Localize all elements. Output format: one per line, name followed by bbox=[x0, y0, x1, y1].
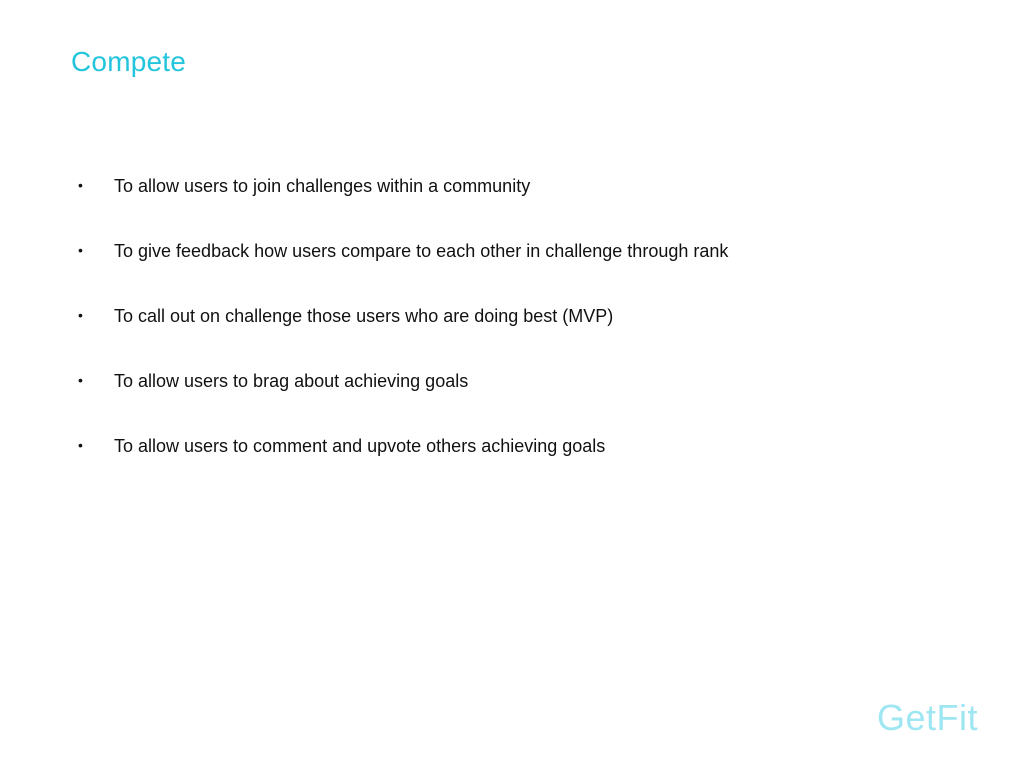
bullet-item bbox=[76, 367, 728, 432]
slide-title: Compete bbox=[71, 46, 187, 77]
bullet-icon: • bbox=[78, 307, 83, 323]
bullet-list bbox=[76, 172, 728, 497]
bullet-item bbox=[76, 172, 728, 237]
bullet-icon: • bbox=[78, 372, 83, 388]
bullet-text: To call out on challenge those users who are doing best (MVP) bbox=[114, 306, 614, 326]
bullet-item bbox=[76, 302, 728, 367]
bullet-icon: • bbox=[78, 242, 83, 258]
bullet-item bbox=[76, 237, 728, 302]
bullet-icon: • bbox=[78, 437, 83, 453]
bullet-text: To give feedback how users compare to each other in challenge through rank bbox=[114, 241, 729, 261]
bullet-text: To allow users to brag about achieving goals bbox=[114, 371, 469, 391]
bullet-icon: • bbox=[78, 177, 83, 193]
bullet-text: To allow users to comment and upvote others achieving goals bbox=[114, 436, 606, 456]
bullet-text: To allow users to join challenges within a community bbox=[114, 176, 531, 196]
brand-logo-text: GetFit bbox=[876, 697, 978, 738]
bullet-item bbox=[76, 432, 728, 497]
